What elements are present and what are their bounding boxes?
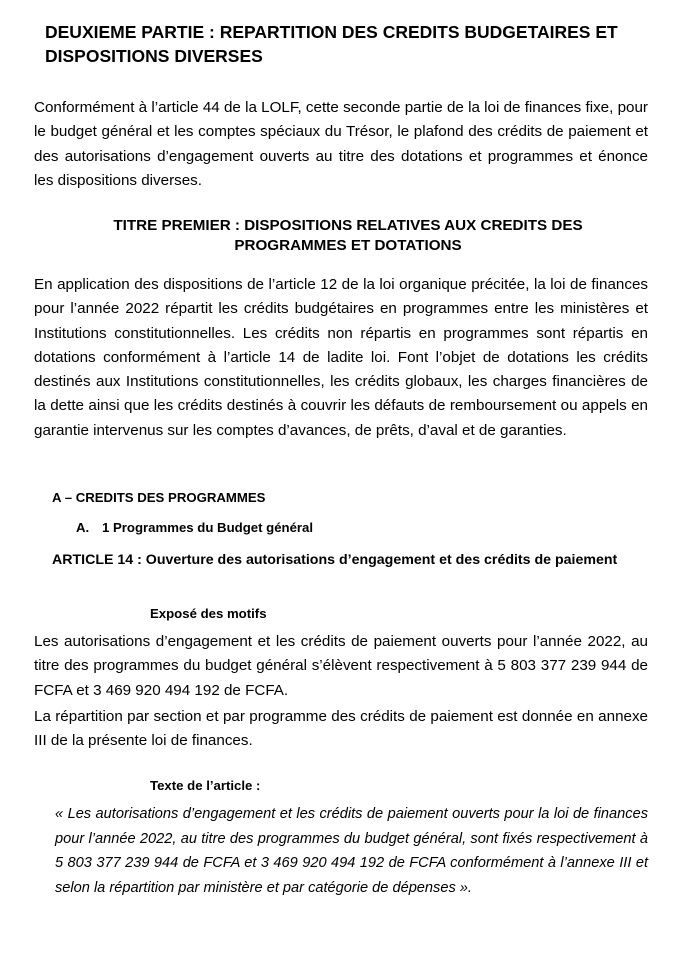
part-title: DEUXIEME PARTIE : REPARTITION DES CREDITS BUDGETAIRES ET DISPOSITIONS DIVERSES	[45, 22, 618, 66]
subsection-heading	[76, 520, 313, 535]
expose-motifs-label: Exposé des motifs	[150, 606, 267, 621]
application-paragraph: En application des dispositions de l’article 12 de la loi organique précitée, la loi de finances pour l’année 2022 répartit les crédits budgétaires en programmes entre les ministères et Institutions constitutionnelles. Les crédits non répartis en programmes sont répartis en dotations conformément à l’article 14 de ladite loi. Font l’objet de dotations les crédits destinés aux Institutions constitutionnelles, les crédits globaux, les charges financières de la dette ainsi que les crédits destinés à couvrir les défauts de remboursement ou appels en garantie intervenus sur les comptes d’avances, de prêts, d’aval et de garanties.	[34, 276, 648, 439]
subsection-label: 1 Programmes du Budget général	[102, 520, 314, 535]
article-text-quote: « Les autorisations d’engagement et les crédits de paiement ouverts pour la loi de finances pour l’année 2022, au titre des programmes du budget général, sont fixés respectivement à 5 803 377 239 944 de FCFA et 3 469 920 494 192 de FCFA conformément à l’annexe III et selon la répartition par ministère et par catégorie de dépenses ».	[55, 806, 648, 896]
motifs-paragraph-1: Les autorisations d’engagement et les crédits de paiement ouverts pour l’année 2022, au titre des programmes du budget général s’élèvent respectivement à 5 803 377 239 944 de FCFA et 3 469 920 494 192 de FCFA.	[34, 633, 648, 699]
intro-paragraph: Conformément à l’article 44 de la LOLF, cette seconde partie de la loi de finances fixe, pour le budget général et les comptes spéciaux du Trésor, le plafond des crédits de paiement et des autorisations d’engagement ouverts au titre des dotations et programmes et énonce les dispositions diverses.	[34, 99, 648, 189]
section-a-heading: A – CREDITS DES PROGRAMMES	[52, 490, 266, 505]
titre-premier-heading: TITRE PREMIER : DISPOSITIONS RELATIVES AUX CREDITS DES PROGRAMMES ET DOTATIONS	[113, 217, 583, 254]
article-title: ARTICLE 14 : Ouverture des autorisations d’engagement et des crédits de paiement	[52, 552, 618, 568]
texte-article-label: Texte de l’article :	[150, 778, 261, 793]
motifs-paragraph-2: La répartition par section et par programme des crédits de paiement est donnée en annexe III de la présente loi de finances.	[34, 708, 648, 750]
subsection-number: A.	[76, 520, 90, 535]
